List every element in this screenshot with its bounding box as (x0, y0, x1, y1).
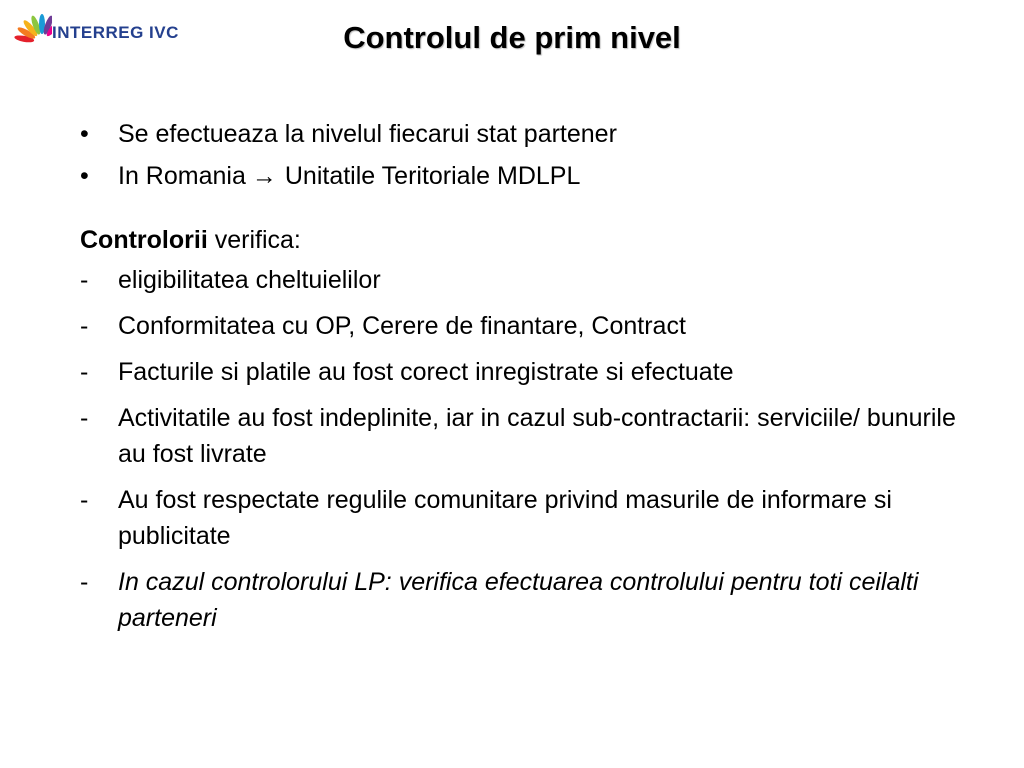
bullet-text: In Romania (118, 162, 246, 190)
bullet-item (80, 158, 960, 194)
list-item-text: Facturile si platile au fost corect inregistrate si efectuate (118, 358, 734, 386)
slide-title: Controlul de prim nivel (343, 20, 681, 55)
dash-marker: - (80, 266, 89, 294)
list-item-text: Activitatile au fost indeplinite, iar in cazul sub-contractarii: serviciile/ bunurile au fost livrate (118, 404, 956, 468)
heading-rest: verifica: (207, 226, 301, 254)
bullet-marker: • (80, 120, 89, 148)
check-list (80, 262, 960, 636)
dash-marker: - (80, 568, 89, 596)
list-item (80, 564, 960, 636)
dash-marker: - (80, 358, 89, 386)
heading-bold: Controlorii (80, 226, 208, 254)
bullet-list (80, 116, 960, 194)
logo-text: INTERREG IVC (52, 23, 179, 42)
list-item-text: eligibilitatea cheltuielilor (118, 266, 381, 294)
list-item-text: Au fost respectate regulile comunitare privind masurile de informare si publicitate (118, 486, 892, 550)
dash-marker: - (80, 312, 89, 340)
bullet-text: Unitatile Teritoriale MDLPL (284, 162, 581, 190)
list-item (80, 400, 960, 472)
list-item (80, 354, 960, 390)
list-item-text: In cazul controlorului LP: verifica efectuarea controlului pentru toti ceilalti parteneri (118, 568, 919, 632)
list-item (80, 262, 960, 298)
section-heading (80, 222, 960, 258)
slide-content (80, 116, 960, 646)
list-item-text: Conformitatea cu OP, Cerere de finantare, Contract (118, 312, 686, 340)
dash-marker: - (80, 486, 89, 514)
bullet-item (80, 116, 960, 152)
bullet-marker: • (80, 162, 89, 190)
list-item (80, 308, 960, 344)
arrow-right-icon: → (251, 162, 277, 190)
list-item (80, 482, 960, 554)
bullet-text: Se efectueaza la nivelul fiecarui stat partener (118, 120, 617, 148)
dash-marker: - (80, 404, 89, 432)
